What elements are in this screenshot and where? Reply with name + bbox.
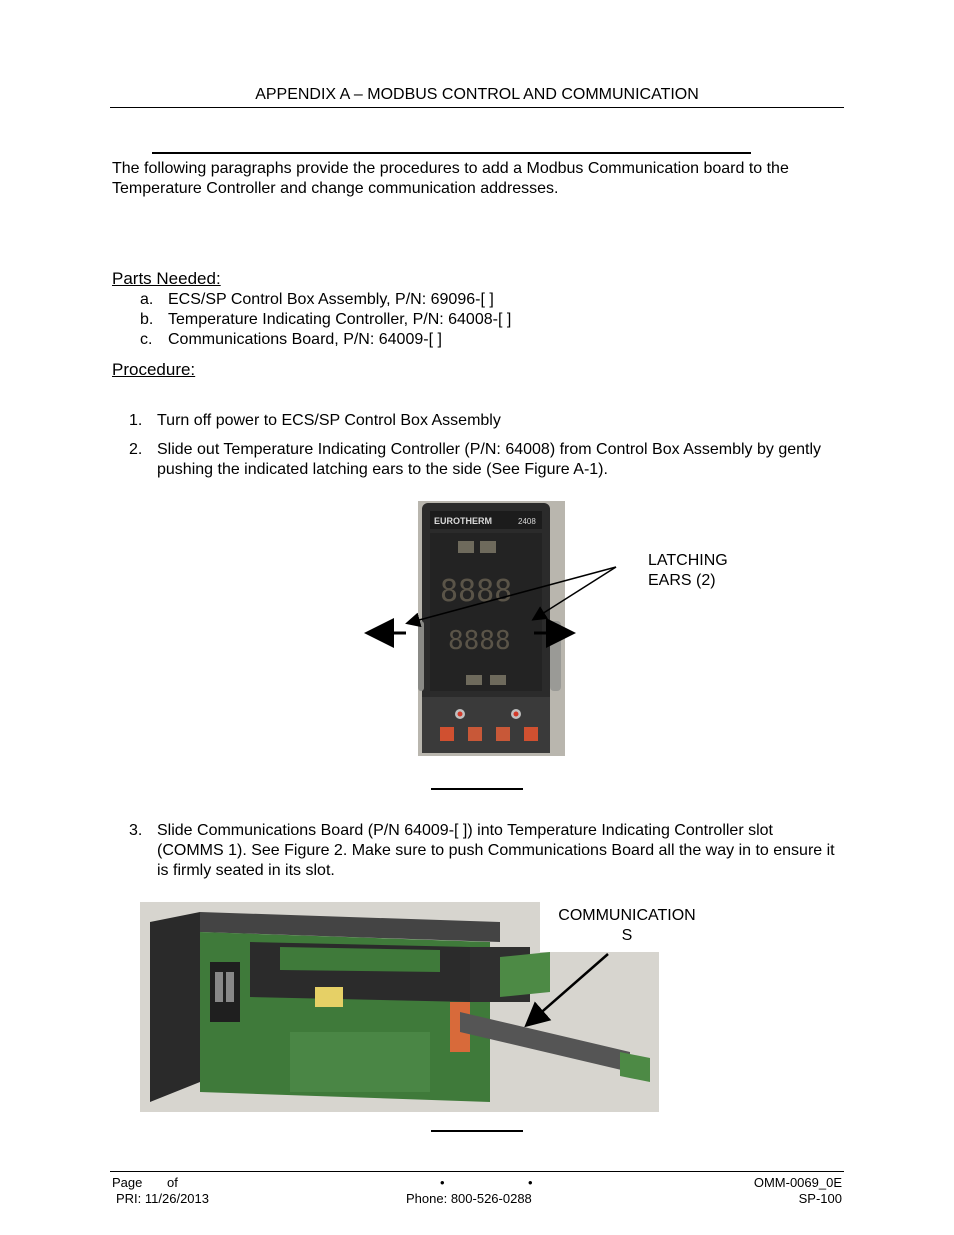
parts-list xyxy=(140,290,511,350)
footer-bullet-2: • xyxy=(528,1175,533,1190)
communications-callout: COMMUNICATION S xyxy=(558,907,696,944)
display-top: 8888 xyxy=(440,574,513,609)
figure2-caption-underline xyxy=(431,1130,523,1132)
figure2-arrow xyxy=(518,950,618,1030)
list-item: c. Communications Board, P/N: 64009-[ ] xyxy=(140,331,442,348)
procedure-heading: Procedure: xyxy=(112,360,196,379)
procedure-step-2: 2. Slide out Temperature Indicating Controller (P/N: 64008) from Control Box Assembly by gently pushing the indicated latching ears to the side (See Figure A-1). xyxy=(129,441,822,478)
page-header-title: APPENDIX A – MODBUS CONTROL AND COMMUNICATION xyxy=(255,86,699,103)
footer-phone: Phone: 800-526-0288 xyxy=(406,1191,532,1206)
footer-doc-id: OMM-0069_0E xyxy=(753,1175,842,1190)
procedure-step-1: 1. Turn off power to ECS/SP Control Box Assembly xyxy=(129,412,501,429)
model-label: 2408 xyxy=(518,517,536,526)
callout-arrow-left xyxy=(408,567,616,623)
parts-heading: Parts Needed: xyxy=(112,269,221,288)
footer-pri-date: PRI: 11/26/2013 xyxy=(116,1191,209,1206)
brand-label: EUROTHERM xyxy=(434,516,492,526)
display-bottom: 8888 xyxy=(448,626,511,656)
footer-bullet-1: • xyxy=(440,1175,445,1190)
header-rule xyxy=(110,107,844,108)
callout-arrow-comms xyxy=(528,954,608,1024)
section-title-underline xyxy=(152,152,751,154)
footer-rule xyxy=(110,1171,844,1172)
procedure-step-3: 3. Slide Communications Board (P/N 64009-[ ]) into Temperature Indicating Controller slot (COMMS 1). See Figure 2. Make sure to push Communications Board all the way in to ensure it is firmly seated in its slot. xyxy=(129,822,835,879)
list-item: b. Temperature Indicating Controller, P/N: 64008-[ ] xyxy=(140,311,512,328)
footer-page-label: Page xyxy=(112,1175,143,1190)
intro-paragraph: The following paragraphs provide the procedures to add a Modbus Communication board to the Temperature Controller and change communication addresses. xyxy=(112,160,789,197)
figure1-caption-underline xyxy=(431,788,523,790)
figure1-arrows xyxy=(360,555,630,650)
footer-model: SP-100 xyxy=(798,1191,842,1206)
callout-arrow-right xyxy=(534,567,616,619)
latching-ears-callout: LATCHING EARS (2) xyxy=(648,552,728,589)
list-item: a. ECS/SP Control Box Assembly, P/N: 69096-[ ] xyxy=(140,291,494,308)
footer-of-label: of xyxy=(167,1175,178,1190)
